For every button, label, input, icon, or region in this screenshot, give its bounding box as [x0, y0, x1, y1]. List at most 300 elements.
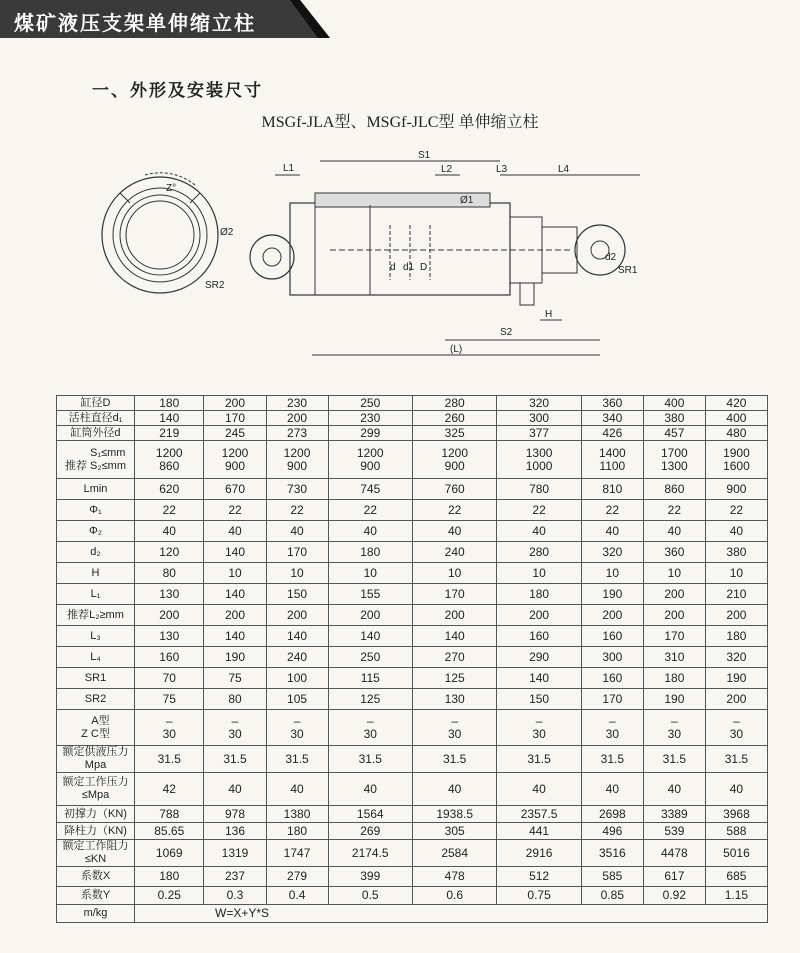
- table-cell: 70: [135, 668, 204, 689]
- table-cell: 860: [643, 479, 705, 500]
- table-cell: 180: [705, 626, 767, 647]
- table-cell: 31.5: [328, 746, 412, 773]
- row-header: [57, 626, 135, 647]
- table-cell: 512: [497, 867, 581, 887]
- table-cell: 0.3: [204, 887, 266, 905]
- label-l1: L1: [283, 163, 295, 174]
- table-cell: 420: [705, 396, 767, 411]
- table-cell: 155: [328, 584, 412, 605]
- table-cell: 620: [135, 479, 204, 500]
- table-cell: 140: [266, 626, 328, 647]
- table-row: [57, 823, 768, 840]
- table-cell: 10: [204, 563, 266, 584]
- table-cell: 237: [204, 867, 266, 887]
- table-cell: 1564: [328, 806, 412, 823]
- cylinder-drawing: [100, 145, 640, 367]
- row-header-label: 推荐: [64, 459, 87, 472]
- table-cell: 260: [412, 411, 496, 426]
- row-header: [57, 867, 135, 887]
- table-cell: 1400 1100: [581, 441, 643, 479]
- table-cell: 1900 1600: [705, 441, 767, 479]
- table-cell: 745: [328, 479, 412, 500]
- row-header: [57, 887, 135, 905]
- table-cell: 780: [497, 479, 581, 500]
- label-h: H: [545, 309, 553, 320]
- table-cell: 40: [266, 773, 328, 806]
- table-cell: 200: [705, 605, 767, 626]
- table-row: [57, 840, 768, 867]
- row-header-label: 缸筒外径d: [70, 426, 121, 439]
- row-header: [57, 542, 135, 563]
- table-cell: – 30: [581, 710, 643, 746]
- table-cell: 978: [204, 806, 266, 823]
- label-s1: S1: [418, 150, 431, 161]
- table-cell: 40: [497, 773, 581, 806]
- label-sr2: SR2: [205, 280, 225, 291]
- table-cell: 320: [581, 542, 643, 563]
- label-d2: d2: [605, 252, 617, 263]
- table-cell: 150: [497, 689, 581, 710]
- table-cell: – 30: [705, 710, 767, 746]
- table-cell: 240: [266, 647, 328, 668]
- table-cell: 1200 900: [266, 441, 328, 479]
- table-row: [57, 500, 768, 521]
- table-cell: 180: [328, 542, 412, 563]
- table-cell: 190: [581, 584, 643, 605]
- table-cell: 80: [135, 563, 204, 584]
- table-row: [57, 605, 768, 626]
- table-cell: 10: [497, 563, 581, 584]
- row-header-label: L₄: [90, 650, 101, 663]
- table-cell: 200: [497, 605, 581, 626]
- table-cell: 160: [581, 668, 643, 689]
- row-header: [57, 840, 135, 867]
- table-cell: 400: [643, 396, 705, 411]
- table-cell: 299: [328, 426, 412, 441]
- table-cell: – 30: [266, 710, 328, 746]
- table-row: [57, 441, 768, 479]
- table-cell: 400: [705, 411, 767, 426]
- table-cell: 273: [266, 426, 328, 441]
- table-cell: 10: [412, 563, 496, 584]
- row-header: [57, 905, 135, 923]
- row-header-sub: C型: [90, 727, 110, 740]
- table-cell: 180: [135, 867, 204, 887]
- table-cell: 457: [643, 426, 705, 441]
- table-cell: 1747: [266, 840, 328, 867]
- table-cell: 360: [581, 396, 643, 411]
- row-header: [57, 823, 135, 840]
- table-cell: 480: [705, 426, 767, 441]
- label-phi2: Ø2: [220, 227, 234, 238]
- table-cell: 40: [412, 773, 496, 806]
- table-cell: 200: [135, 605, 204, 626]
- table-cell: 31.5: [581, 746, 643, 773]
- table-cell: 478: [412, 867, 496, 887]
- cylinder-body: [250, 161, 640, 355]
- table-cell: 40: [497, 521, 581, 542]
- row-header-label: m/kg: [83, 907, 108, 919]
- table-cell: 670: [204, 479, 266, 500]
- label-d1: d1: [403, 262, 415, 273]
- table-cell: 760: [412, 479, 496, 500]
- table-cell: 22: [204, 500, 266, 521]
- table-row: [57, 867, 768, 887]
- table-cell: 170: [266, 542, 328, 563]
- row-header-label: H: [91, 566, 100, 579]
- table-cell: 125: [412, 668, 496, 689]
- table-cell: 426: [581, 426, 643, 441]
- row-header-label: Z: [81, 727, 88, 740]
- table-cell: 200: [204, 605, 266, 626]
- table-cell: 2584: [412, 840, 496, 867]
- end-view: [102, 173, 218, 293]
- row-header-label: L₁: [90, 587, 101, 600]
- drawing-labels: [166, 150, 638, 355]
- table-cell: 441: [497, 823, 581, 840]
- table-cell: 380: [643, 411, 705, 426]
- row-header: [57, 746, 135, 773]
- table-cell: 10: [643, 563, 705, 584]
- table-cell: 3516: [581, 840, 643, 867]
- table-cell: 170: [581, 689, 643, 710]
- row-header: [57, 773, 135, 806]
- row-header-label: 降柱力（KN): [64, 824, 127, 837]
- table-cell: 900: [705, 479, 767, 500]
- table-cell: 280: [412, 396, 496, 411]
- table-cell: 80: [204, 689, 266, 710]
- row-header-label: L₃: [90, 629, 101, 642]
- row-header: [57, 426, 135, 441]
- table-cell: 320: [705, 647, 767, 668]
- table-cell: 2174.5: [328, 840, 412, 867]
- table-cell: 31.5: [412, 746, 496, 773]
- table-cell: 617: [643, 867, 705, 887]
- table-cell: 360: [643, 542, 705, 563]
- table-cell: 190: [705, 668, 767, 689]
- table-cell: – 30: [328, 710, 412, 746]
- table-cell: 3389: [643, 806, 705, 823]
- row-header-label: 系数Y: [80, 889, 111, 901]
- table-cell: 200: [266, 411, 328, 426]
- table-cell: 140: [204, 584, 266, 605]
- table-row: [57, 626, 768, 647]
- table-cell: 0.5: [328, 887, 412, 905]
- table-cell: 160: [581, 626, 643, 647]
- table-cell: 290: [497, 647, 581, 668]
- table-cell: 810: [581, 479, 643, 500]
- table-cell: 240: [412, 542, 496, 563]
- row-header-label: 系数X: [80, 870, 111, 882]
- table-cell: 1200 900: [204, 441, 266, 479]
- table-cell: 305: [412, 823, 496, 840]
- table-cell: 380: [705, 542, 767, 563]
- table-cell: 310: [643, 647, 705, 668]
- table-cell: 31.5: [266, 746, 328, 773]
- table-cell: 140: [204, 542, 266, 563]
- table-cell: 10: [266, 563, 328, 584]
- table-cell: 40: [705, 773, 767, 806]
- table-cell: 496: [581, 823, 643, 840]
- table-cell: 40: [412, 521, 496, 542]
- table-row: [57, 887, 768, 905]
- table-cell: 22: [266, 500, 328, 521]
- table-cell: 40: [581, 773, 643, 806]
- row-header: [57, 710, 135, 746]
- table-cell: 180: [135, 396, 204, 411]
- table-cell: 190: [204, 647, 266, 668]
- table-cell: 340: [581, 411, 643, 426]
- row-header: [57, 689, 135, 710]
- table-cell: 10: [705, 563, 767, 584]
- table-cell: 170: [643, 626, 705, 647]
- table-cell: 230: [328, 411, 412, 426]
- row-header: [57, 479, 135, 500]
- table-cell: – 30: [412, 710, 496, 746]
- table-cell: 22: [581, 500, 643, 521]
- table-row: [57, 479, 768, 500]
- table-row: [57, 689, 768, 710]
- table-cell: 120: [135, 542, 204, 563]
- table-cell: 105: [266, 689, 328, 710]
- spec-table: [56, 395, 768, 923]
- table-cell: 31.5: [204, 746, 266, 773]
- table-cell: 200: [204, 396, 266, 411]
- row-header: [57, 396, 135, 411]
- table-cell: 31.5: [135, 746, 204, 773]
- table-cell: 180: [497, 584, 581, 605]
- row-header-label: SR2: [84, 692, 107, 705]
- table-cell: 40: [643, 773, 705, 806]
- table-cell: 1200 900: [328, 441, 412, 479]
- table-cell: 2916: [497, 840, 581, 867]
- label-s2: S2: [500, 327, 513, 338]
- table-cell: 377: [497, 426, 581, 441]
- banner-title: 煤矿液压支架单伸缩立柱: [14, 11, 256, 35]
- table-cell: 300: [581, 647, 643, 668]
- table-cell: 22: [135, 500, 204, 521]
- table-cell: 219: [135, 426, 204, 441]
- table-row: [57, 647, 768, 668]
- table-cell: 280: [497, 542, 581, 563]
- table-cell: – 30: [135, 710, 204, 746]
- row-header: [57, 668, 135, 689]
- table-row: [57, 563, 768, 584]
- row-header-label: d₂: [90, 545, 101, 558]
- table-cell: 5016: [705, 840, 767, 867]
- table-cell: 585: [581, 867, 643, 887]
- row-header-sub: A型: [91, 714, 110, 727]
- row-header: [57, 806, 135, 823]
- table-cell: 10: [328, 563, 412, 584]
- table-cell: 40: [328, 521, 412, 542]
- row-header-label: 缸径D: [80, 396, 111, 409]
- table-cell: 42: [135, 773, 204, 806]
- table-cell: 0.92: [643, 887, 705, 905]
- table-cell: 130: [135, 584, 204, 605]
- table-cell: 190: [643, 689, 705, 710]
- table-cell: – 30: [497, 710, 581, 746]
- table-cell: 269: [328, 823, 412, 840]
- table-cell: 1.15: [705, 887, 767, 905]
- table-cell: 200: [643, 584, 705, 605]
- table-cell: 150: [266, 584, 328, 605]
- table-cell: 160: [135, 647, 204, 668]
- table-cell: 136: [204, 823, 266, 840]
- table-cell: 22: [497, 500, 581, 521]
- table-cell: 730: [266, 479, 328, 500]
- table-cell: 140: [497, 668, 581, 689]
- label-l4: L4: [558, 164, 570, 175]
- table-cell: 250: [328, 396, 412, 411]
- table-cell: 140: [135, 411, 204, 426]
- table-cell: 40: [135, 521, 204, 542]
- table-cell: 0.75: [497, 887, 581, 905]
- table-cell: 115: [328, 668, 412, 689]
- table-cell: 1380: [266, 806, 328, 823]
- table-cell: 75: [204, 668, 266, 689]
- row-header-label: 额定供液压力 Mpa: [62, 746, 129, 771]
- table-cell: 4478: [643, 840, 705, 867]
- label-l: (L): [450, 344, 463, 355]
- table-cell: 200: [266, 605, 328, 626]
- table-cell: 22: [412, 500, 496, 521]
- table-cell: 100: [266, 668, 328, 689]
- table-cell: 300: [497, 411, 581, 426]
- table-cell: 1319: [204, 840, 266, 867]
- table-cell: 40: [266, 521, 328, 542]
- table-row: [57, 396, 768, 411]
- table-cell: 1200 900: [412, 441, 496, 479]
- table-cell: 245: [204, 426, 266, 441]
- row-header-label: Φ₂: [88, 524, 103, 537]
- table-row: [57, 806, 768, 823]
- table-cell: 140: [204, 626, 266, 647]
- table-cell: 140: [328, 626, 412, 647]
- table-cell: 588: [705, 823, 767, 840]
- table-cell: 130: [135, 626, 204, 647]
- row-header-label: 额定工作压力 ≤Mpa: [62, 776, 129, 801]
- label-l3: L3: [496, 164, 508, 175]
- table-cell: 10: [581, 563, 643, 584]
- table-cell: 40: [705, 521, 767, 542]
- table-cell: 180: [266, 823, 328, 840]
- table-cell: 31.5: [705, 746, 767, 773]
- row-header-label: Lmin: [83, 482, 108, 495]
- table-cell: 325: [412, 426, 496, 441]
- table-cell: 40: [581, 521, 643, 542]
- table-cell: 31.5: [643, 746, 705, 773]
- table-cell: 130: [412, 689, 496, 710]
- row-header: [57, 521, 135, 542]
- table-cell: 279: [266, 867, 328, 887]
- row-header-label: 推荐L₂≥mm: [67, 608, 124, 621]
- table-row: [57, 521, 768, 542]
- table-cell: 539: [643, 823, 705, 840]
- section-title: 一、外形及安装尺寸: [92, 81, 263, 101]
- table-cell: 200: [412, 605, 496, 626]
- table-cell: 1700 1300: [643, 441, 705, 479]
- table-cell: 140: [412, 626, 496, 647]
- table-cell: 1069: [135, 840, 204, 867]
- row-header: [57, 584, 135, 605]
- row-header: [57, 563, 135, 584]
- table-row: [57, 668, 768, 689]
- table-cell: 210: [705, 584, 767, 605]
- table-cell: – 30: [643, 710, 705, 746]
- table-cell: 160: [497, 626, 581, 647]
- row-header-sub: S₂≤mm: [90, 459, 127, 472]
- table-cell: 788: [135, 806, 204, 823]
- table-cell: 1300 1000: [497, 441, 581, 479]
- table-cell: 40: [204, 521, 266, 542]
- row-header: [57, 411, 135, 426]
- table-cell: 180: [643, 668, 705, 689]
- table-cell: 200: [643, 605, 705, 626]
- table-row: [57, 773, 768, 806]
- table-row: [57, 746, 768, 773]
- table-cell: 320: [497, 396, 581, 411]
- table-cell: 31.5: [497, 746, 581, 773]
- title-banner: [0, 0, 330, 38]
- table-row: [57, 542, 768, 563]
- table-row: [57, 426, 768, 441]
- table-cell: 230: [266, 396, 328, 411]
- table-cell: 22: [705, 500, 767, 521]
- row-header-label: 活柱直径d₁: [68, 411, 123, 424]
- table-cell: 85.65: [135, 823, 204, 840]
- table-cell: 0.6: [412, 887, 496, 905]
- row-header: [57, 500, 135, 521]
- row-header: [57, 441, 135, 479]
- label-sr1: SR1: [618, 265, 638, 276]
- table-cell: 40: [328, 773, 412, 806]
- table-cell: 40: [643, 521, 705, 542]
- table-cell: 40: [204, 773, 266, 806]
- table-cell: 0.25: [135, 887, 204, 905]
- table-cell: 170: [204, 411, 266, 426]
- table-cell: 200: [705, 689, 767, 710]
- table-cell: 200: [328, 605, 412, 626]
- table-cell: – 30: [204, 710, 266, 746]
- table-cell: 1200 860: [135, 441, 204, 479]
- table-row: [57, 411, 768, 426]
- drawing-subtitle: MSGf-JLA型、MSGf-JLC型 单伸缩立柱: [261, 114, 539, 131]
- row-header: [57, 605, 135, 626]
- table-cell: 1938.5: [412, 806, 496, 823]
- table-row: [57, 584, 768, 605]
- table-cell: 125: [328, 689, 412, 710]
- row-header-label: 初撑力（KN): [64, 807, 127, 820]
- table-cell: 250: [328, 647, 412, 668]
- table-cell: 685: [705, 867, 767, 887]
- table-cell: 2357.5: [497, 806, 581, 823]
- label-d: d: [390, 262, 396, 273]
- row-header: [57, 647, 135, 668]
- table-cell: 399: [328, 867, 412, 887]
- table-cell: 270: [412, 647, 496, 668]
- row-header-label: 额定工作阻力 ≤KN: [62, 840, 129, 865]
- row-header-label: SR1: [84, 671, 107, 684]
- table-cell: 2698: [581, 806, 643, 823]
- row-header-sub: S₁≤mm: [90, 446, 126, 459]
- table-cell: 200: [581, 605, 643, 626]
- table-cell: 22: [328, 500, 412, 521]
- table-cell: 0.4: [266, 887, 328, 905]
- label-phi1: Ø1: [460, 195, 474, 206]
- table-row: [57, 710, 768, 746]
- label-l2: L2: [441, 164, 453, 175]
